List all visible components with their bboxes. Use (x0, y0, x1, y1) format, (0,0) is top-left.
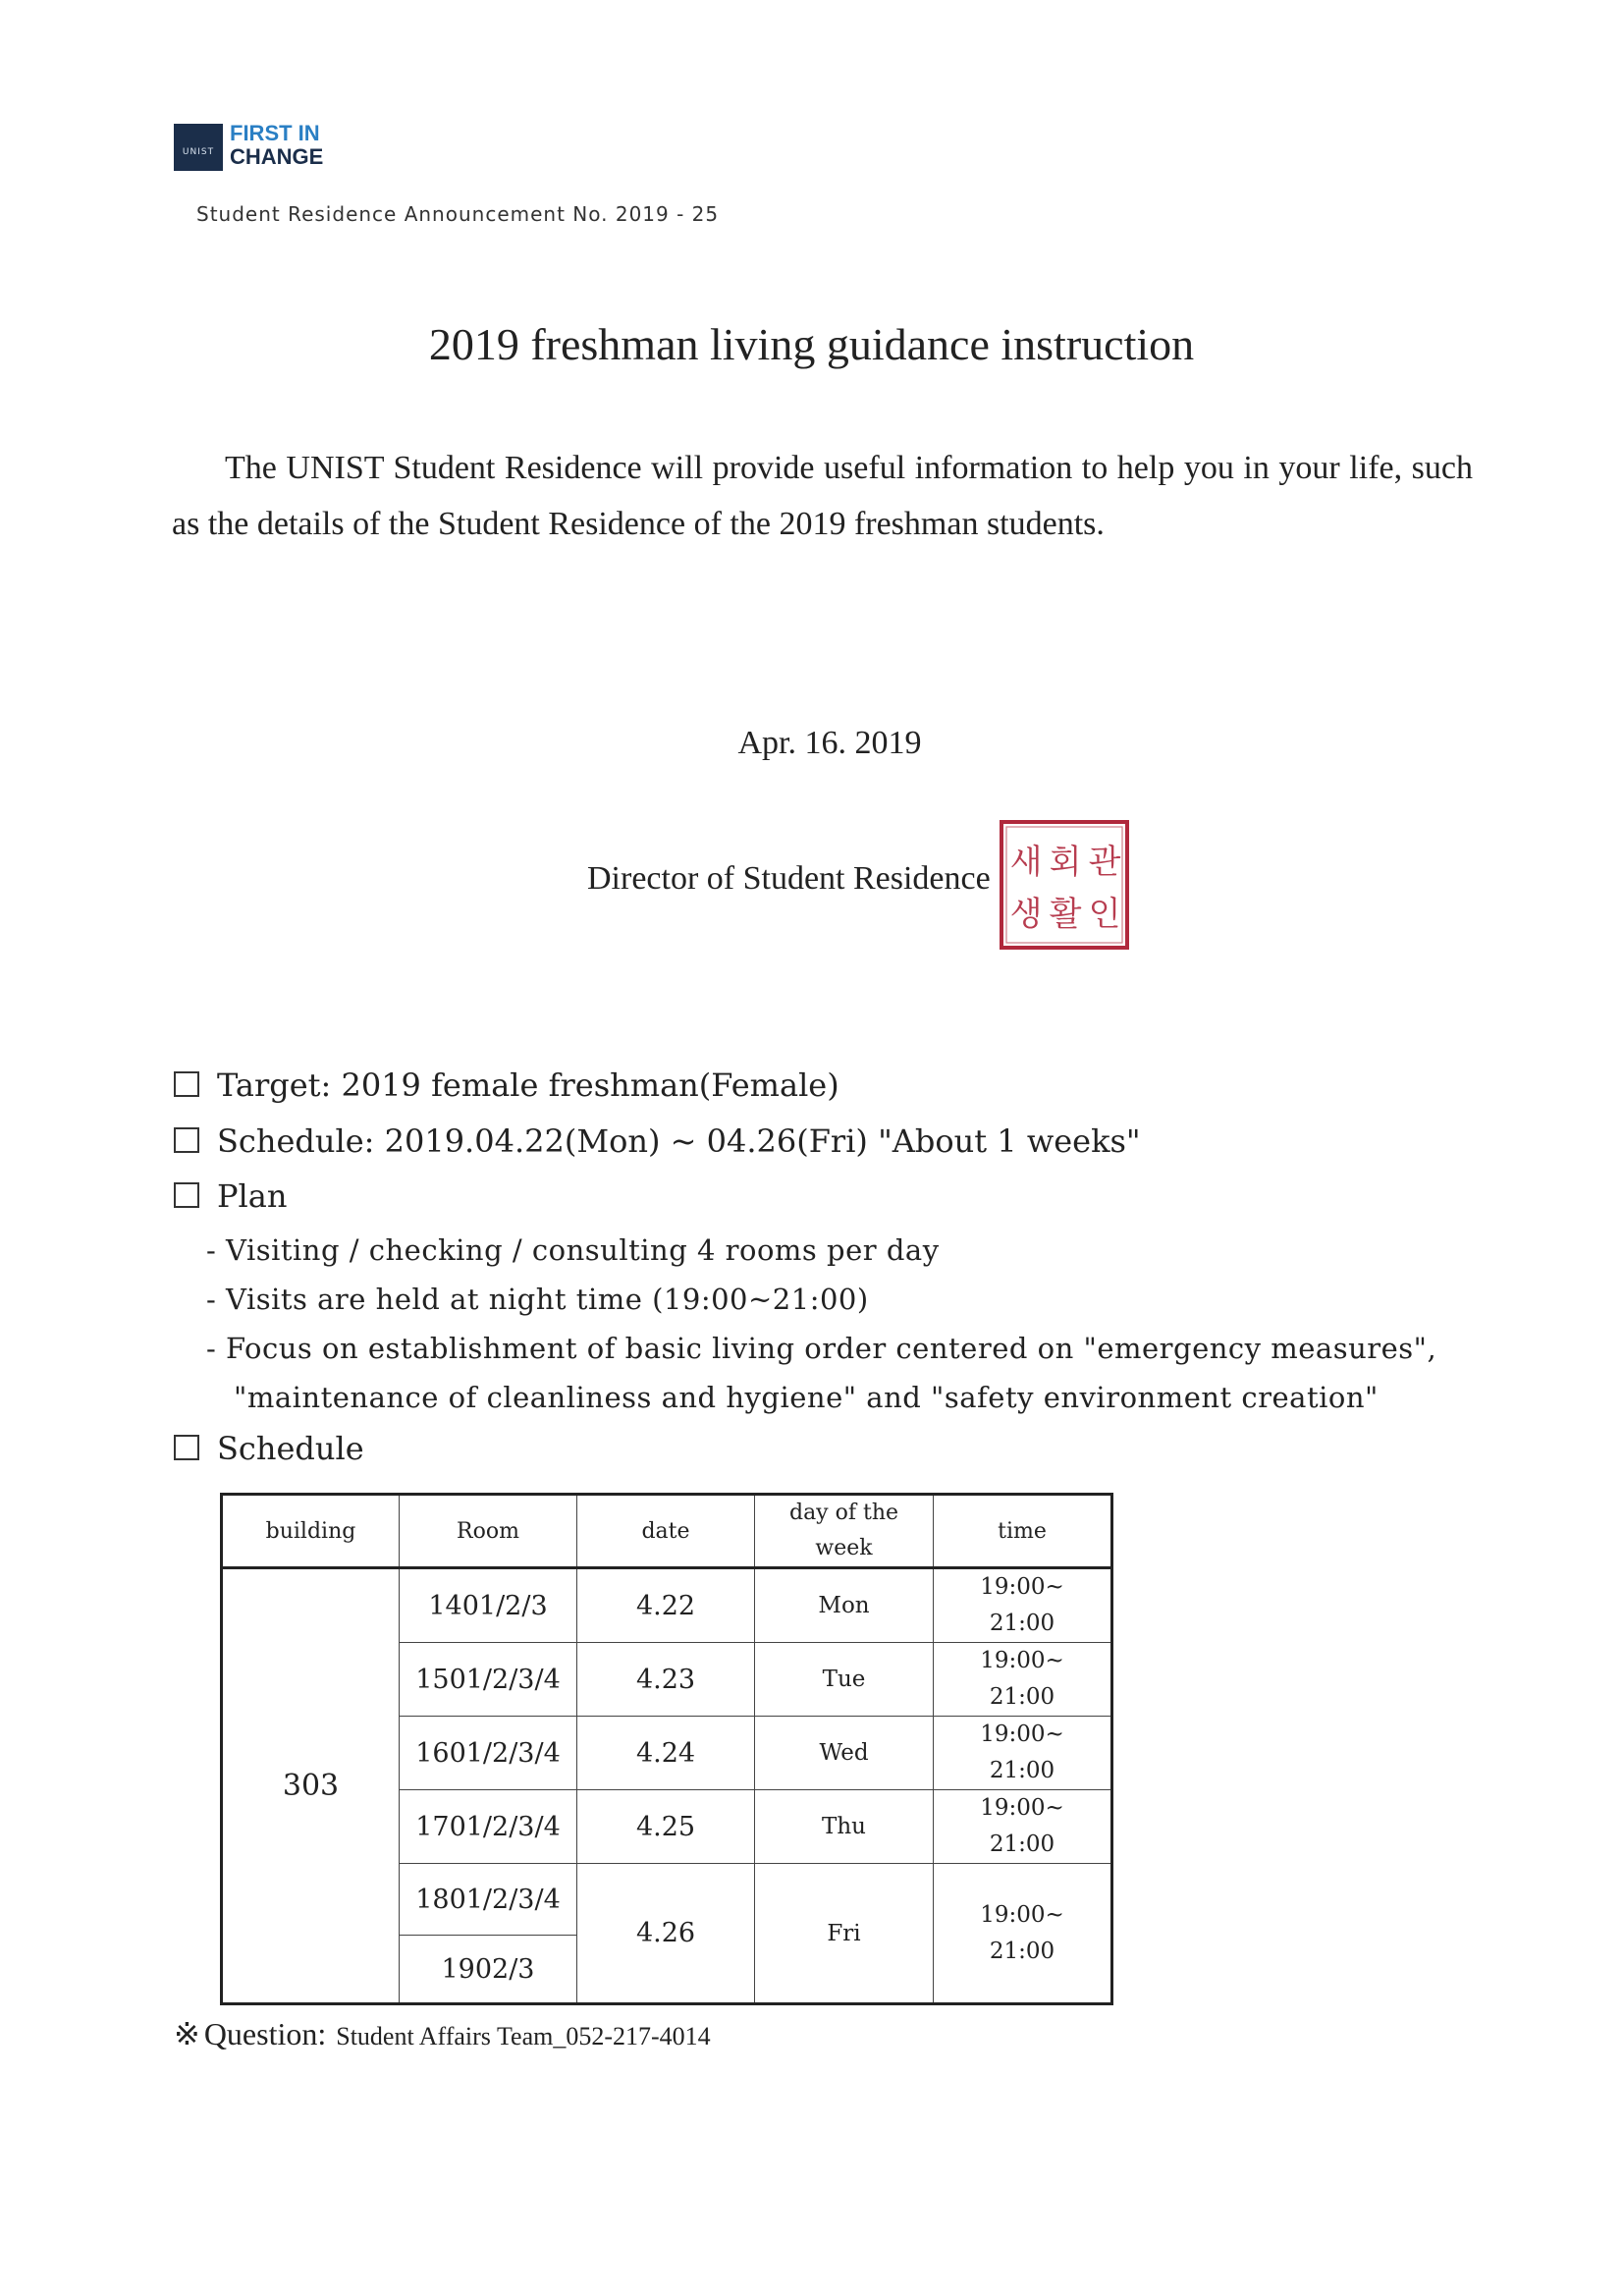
date-cell: 4.22 (577, 1568, 755, 1643)
plan-text: Plan (217, 1177, 288, 1215)
room-cell: 1401/2/3 (400, 1568, 577, 1643)
date-cell: 4.26 (577, 1864, 755, 2004)
time-start: 19:00~ (980, 1901, 1064, 1928)
date-cell: 4.25 (577, 1790, 755, 1864)
logo-line-2: CHANGE (230, 144, 324, 169)
logo-box-text: UNIST (182, 147, 215, 157)
day-cell: Wed (755, 1717, 934, 1790)
intro-paragraph: The UNIST Student Residence will provide useful information to help you in your life, such as the details of the Student Residence of the 2019 freshman students. (172, 450, 1473, 542)
table-row (222, 1568, 1112, 1643)
time-start: 19:00~ (980, 1795, 1064, 1821)
svg-text:관: 관 (1088, 843, 1121, 882)
checkbox-square-icon (174, 1182, 199, 1208)
room-cell: 1501/2/3/4 (400, 1643, 577, 1717)
time-cell (934, 1717, 1112, 1790)
svg-text:회: 회 (1049, 843, 1082, 882)
time-start: 19:00~ (980, 1722, 1064, 1747)
day-cell: Thu (755, 1790, 934, 1864)
question-label: Question: (203, 2016, 327, 2051)
logo-mark (174, 124, 223, 171)
svg-text:활: 활 (1049, 895, 1082, 934)
reference-mark: ※ (174, 2016, 200, 2051)
room-cell: 1902/3 (400, 1936, 577, 2004)
time-end: 21:00 (989, 1684, 1055, 1710)
time-start: 19:00~ (980, 1574, 1064, 1600)
time-end: 21:00 (989, 1938, 1055, 1964)
time-end: 21:00 (989, 1758, 1055, 1783)
time-start: 19:00~ (980, 1648, 1064, 1673)
day-cell: Fri (755, 1864, 934, 2004)
day-cell: Mon (755, 1568, 934, 1643)
header-building: building (222, 1495, 400, 1568)
target-text: Target: 2019 female freshman(Female) (217, 1066, 839, 1104)
svg-text:생: 생 (1009, 895, 1043, 934)
table-header-row (222, 1495, 1112, 1568)
director-signature-line: Director of Student Residence (587, 860, 991, 897)
header-time: time (934, 1495, 1112, 1568)
unist-logo (174, 122, 331, 173)
bullet-target (174, 1066, 839, 1104)
time-cell (934, 1864, 1112, 2004)
checkbox-square-icon (174, 1071, 199, 1097)
checkbox-square-icon (174, 1127, 199, 1153)
checkbox-square-icon (174, 1435, 199, 1460)
bullet-schedule-range (174, 1122, 1141, 1160)
logo-line-1: FIRST IN (230, 121, 320, 145)
plan-item-2: - Visits are held at night time (19:00~21:00) (206, 1283, 869, 1316)
page-title: 2019 freshman living guidance instruction (428, 319, 1195, 369)
building-cell: 303 (222, 1568, 400, 2004)
svg-text:인: 인 (1088, 895, 1121, 934)
svg-text:새: 새 (1009, 843, 1043, 882)
day-cell: Tue (755, 1643, 934, 1717)
time-cell (934, 1643, 1112, 1717)
time-cell (934, 1568, 1112, 1643)
room-cell: 1801/2/3/4 (400, 1864, 577, 1936)
plan-item-1: - Visiting / checking / consulting 4 rooms per day (206, 1233, 940, 1267)
header-date: date (577, 1495, 755, 1568)
room-cell: 1601/2/3/4 (400, 1717, 577, 1790)
plan-item-3: - Focus on establishment of basic living order centered on "emergency measures", (206, 1332, 1437, 1365)
schedule-heading-text: Schedule (217, 1430, 364, 1467)
date-cell: 4.23 (577, 1643, 755, 1717)
time-end: 21:00 (989, 1831, 1055, 1857)
schedule-table (220, 1493, 1113, 2005)
question-contact (174, 2015, 711, 2052)
bullet-schedule-heading (174, 1430, 364, 1467)
announcement-number: Student Residence Announcement No. 2019 - 25 (196, 202, 720, 226)
header-day: day of the week (755, 1495, 934, 1568)
issue-date: Apr. 16. 2019 (737, 725, 922, 761)
contact-info: Student Affairs Team_052-217-4014 (336, 2022, 711, 2050)
time-end: 21:00 (989, 1611, 1055, 1636)
room-cell: 1701/2/3/4 (400, 1790, 577, 1864)
date-cell: 4.24 (577, 1717, 755, 1790)
schedule-range-text: Schedule: 2019.04.22(Mon) ~ 04.26(Fri) "About 1 weeks" (217, 1122, 1141, 1160)
time-cell (934, 1790, 1112, 1864)
header-room: Room (400, 1495, 577, 1568)
bullet-plan (174, 1177, 287, 1215)
plan-item-3-continued: "maintenance of cleanliness and hygiene" and "safety environment creation" (234, 1381, 1379, 1414)
official-seal (999, 819, 1130, 951)
